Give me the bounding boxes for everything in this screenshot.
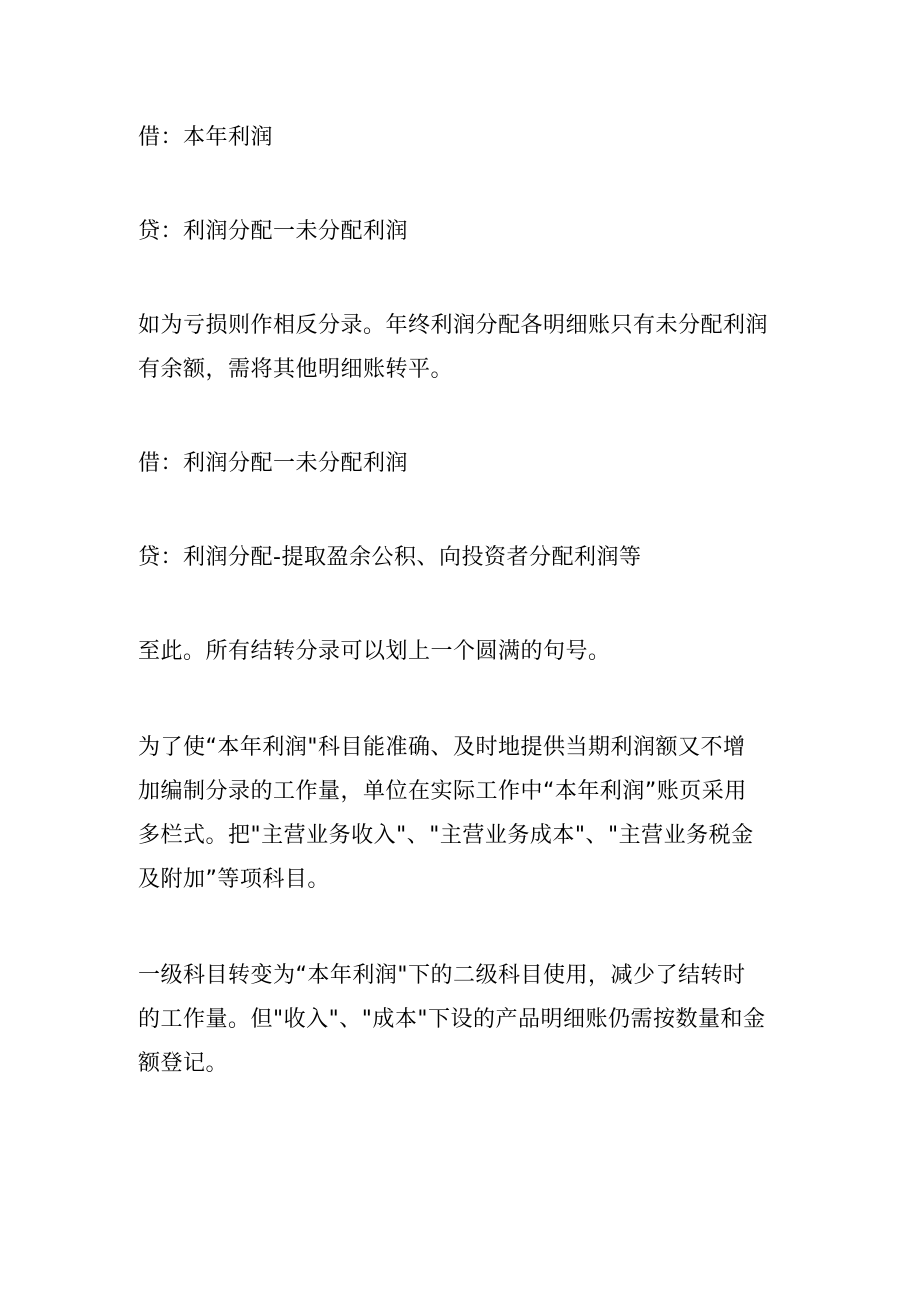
text-line: 为了使“本年利润"科目能准确、及时地提供当期利润额又不增 xyxy=(138,735,746,760)
text-line: 加编制分录的工作量，单位在实际工作中“本年利润”账页采用 xyxy=(138,779,747,804)
text-line: 贷：利润分配一未分配利润 xyxy=(138,219,409,244)
text-line: 额登记。 xyxy=(138,1051,229,1076)
text-line: 贷：利润分配-提取盈余公积、向投资者分配利润等 xyxy=(138,545,642,570)
paragraph-debit-current-profit xyxy=(138,116,788,160)
paragraph-credit-undistributed-profit xyxy=(138,210,788,254)
text-line: 有余额，需将其他明细账转平。 xyxy=(138,357,454,382)
paragraph-credit-surplus-reserve xyxy=(138,536,788,580)
text-line: 至此。所有结转分录可以划上一个圆满的句号。 xyxy=(138,639,611,664)
paragraph-debit-profit-distribution xyxy=(138,442,788,486)
text-line: 如为亏损则作相反分录。年终利润分配各明细账只有未分配利润 xyxy=(138,313,769,338)
paragraph-multicolumn-ledger xyxy=(138,726,788,902)
text-line: 一级科目转变为“本年利润"下的二级科目使用，减少了结转时 xyxy=(138,963,746,988)
paragraph-secondary-accounts xyxy=(138,954,788,1086)
paragraph-conclusion xyxy=(138,630,788,674)
text-line: 借：利润分配一未分配利润 xyxy=(138,451,409,476)
document-page xyxy=(138,116,788,1086)
text-line: 多栏式。把"主营业务收入"、"主营业务成本"、"主营业务税金 xyxy=(138,823,754,848)
text-line: 及附加”等项科目。 xyxy=(138,867,330,892)
paragraph-loss-note xyxy=(138,304,788,392)
text-line: 借：本年利润 xyxy=(138,125,274,150)
text-line: 的工作量。但"收入"、"成本"下设的产品明细账仍需按数量和金 xyxy=(138,1007,766,1032)
